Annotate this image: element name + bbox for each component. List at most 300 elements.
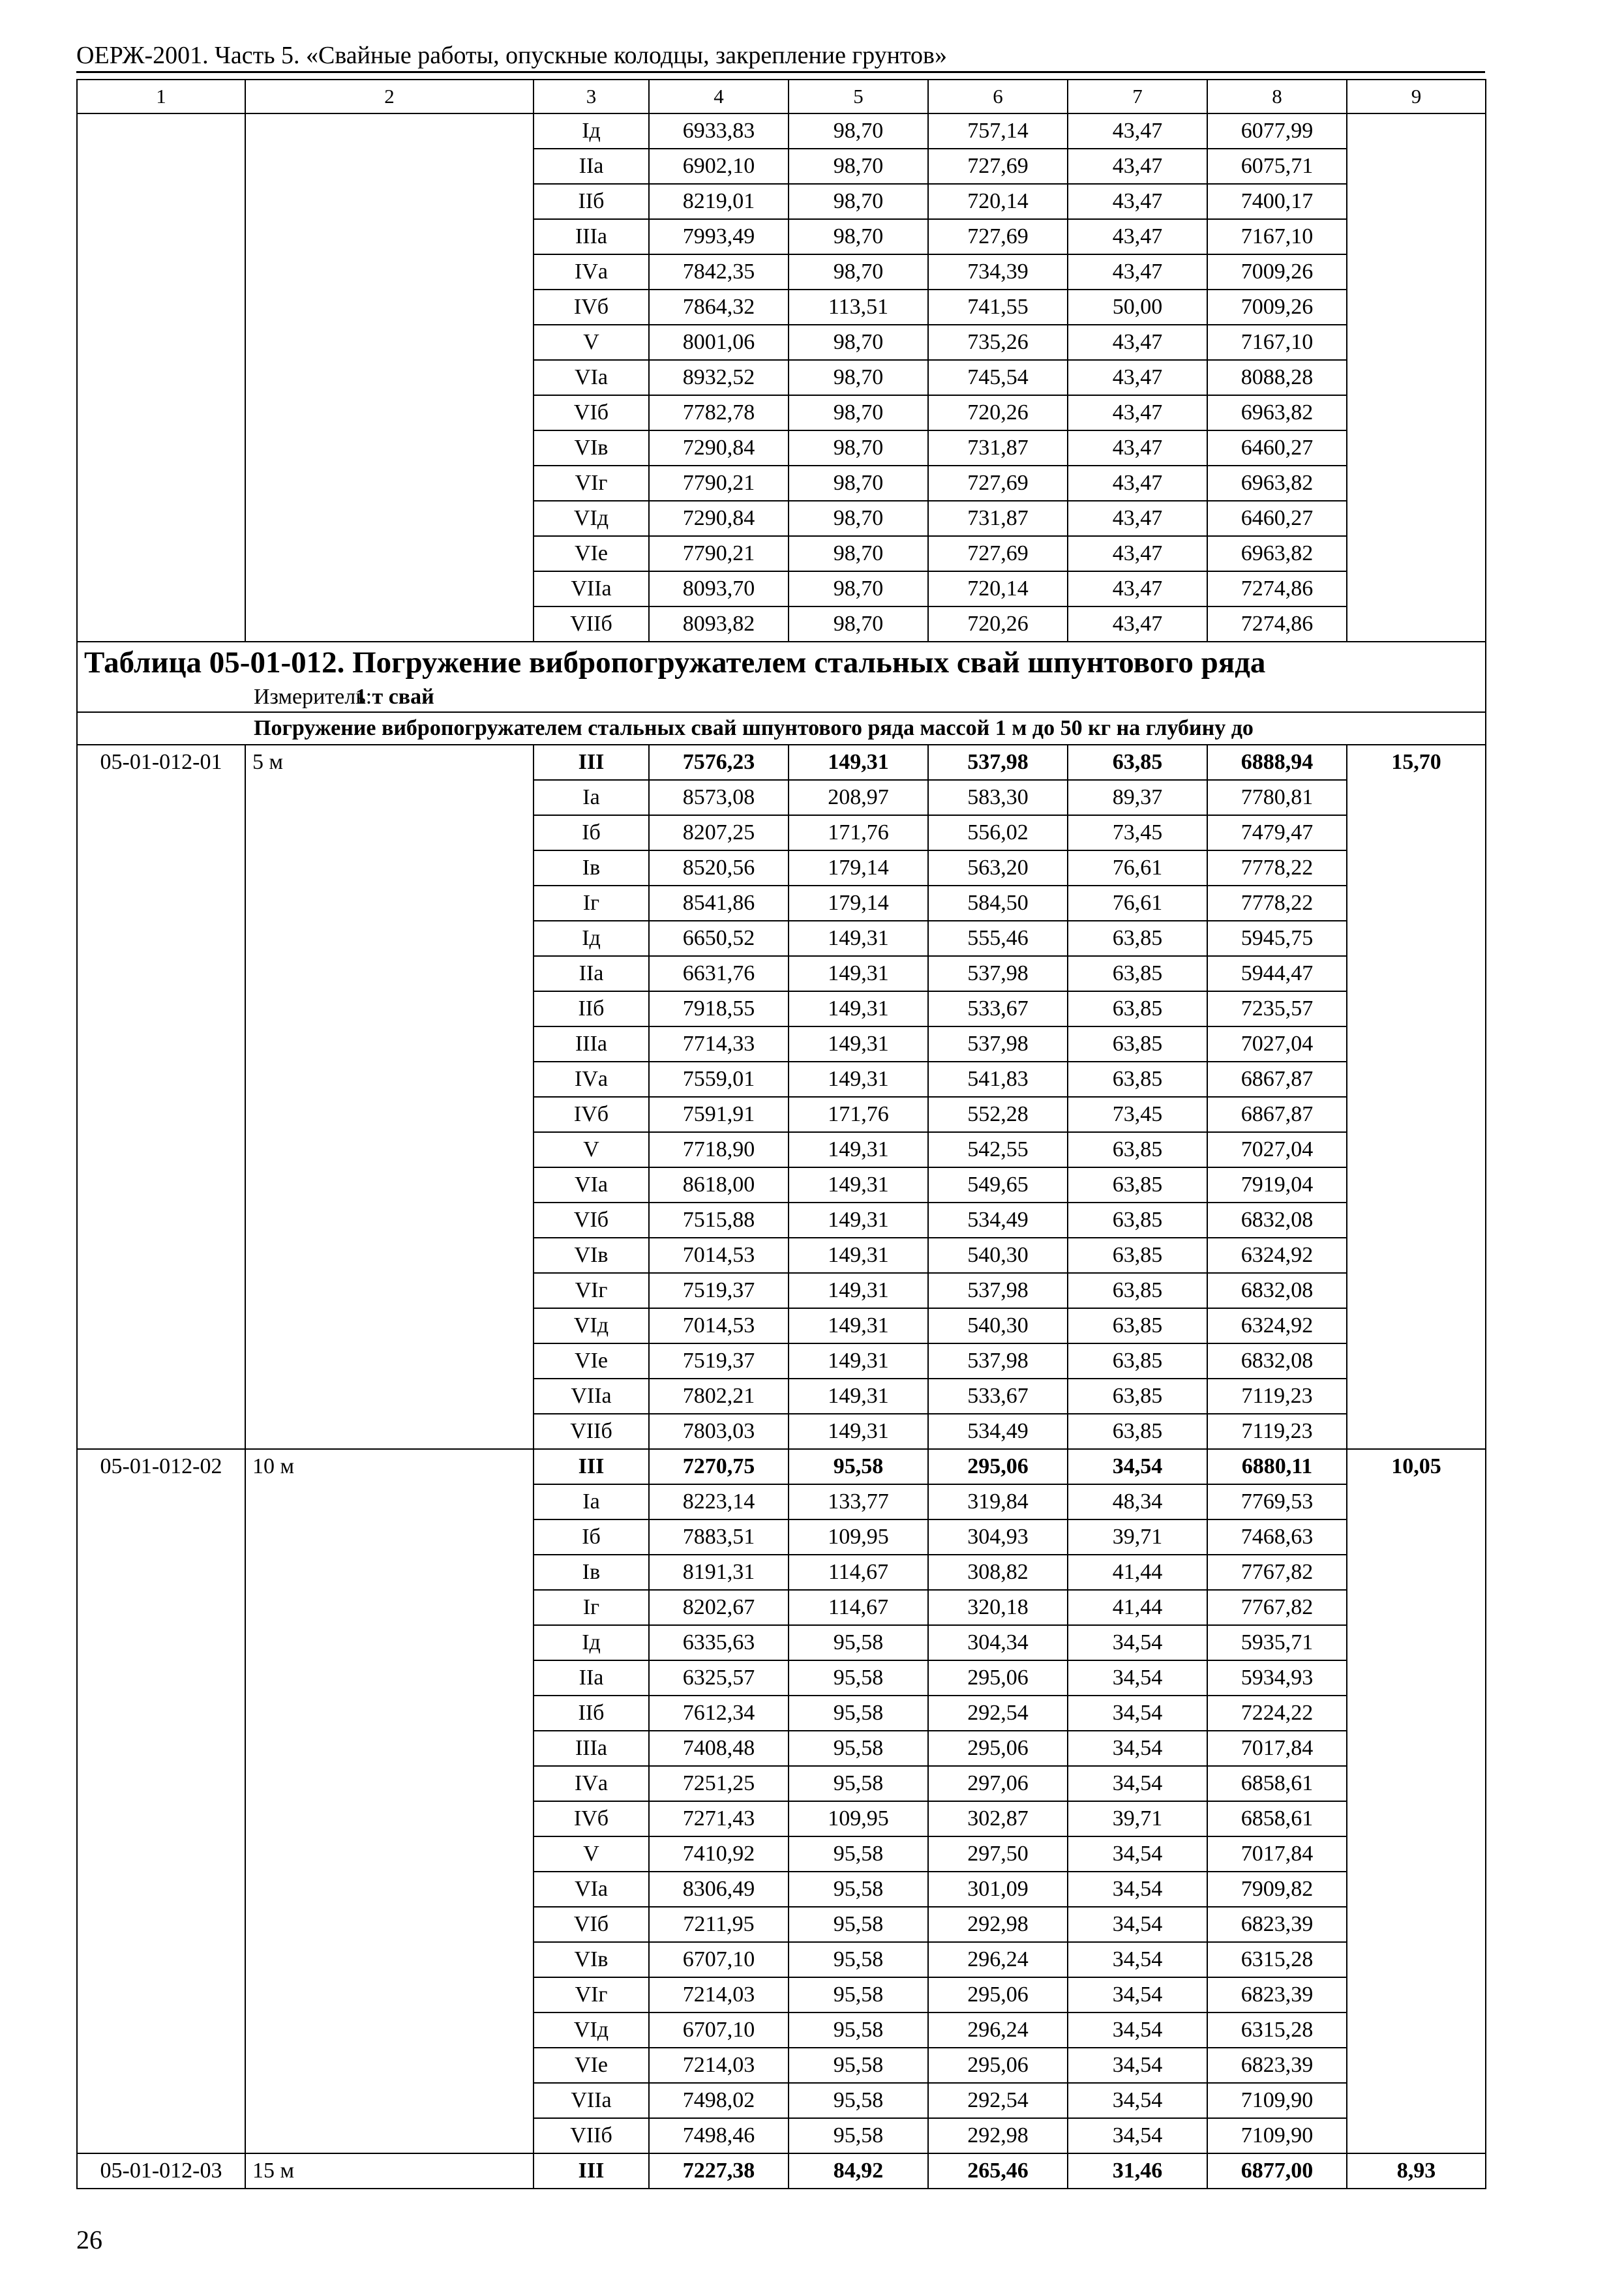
value-cell: 63,85 <box>1068 956 1207 991</box>
column-number-row <box>77 80 1486 113</box>
value-cell: 6707,10 <box>649 1942 789 1977</box>
value-cell: 95,58 <box>789 2118 928 2153</box>
value-cell: 7767,82 <box>1207 1555 1347 1590</box>
zone-cell: IVб <box>534 1801 649 1836</box>
value-cell: 7270,75 <box>649 1449 789 1484</box>
column-number: 5 <box>789 80 928 113</box>
value-cell: 6933,83 <box>649 113 789 149</box>
value-cell: 95,58 <box>789 1766 928 1801</box>
value-cell: 39,71 <box>1068 1519 1207 1555</box>
value-cell: 43,47 <box>1068 430 1207 466</box>
value-cell: 720,14 <box>928 184 1068 219</box>
zone-cell: V <box>534 1132 649 1167</box>
value-cell: 98,70 <box>789 254 928 290</box>
value-cell: 149,31 <box>789 1167 928 1203</box>
value-cell: 43,47 <box>1068 325 1207 360</box>
value-cell: 98,70 <box>789 606 928 642</box>
value-cell: 292,98 <box>928 2118 1068 2153</box>
value-cell: 265,46 <box>928 2153 1068 2189</box>
value-cell: 6077,99 <box>1207 113 1347 149</box>
value-cell: 208,97 <box>789 780 928 815</box>
value-cell: 7167,10 <box>1207 325 1347 360</box>
value-cell: 149,31 <box>789 1026 928 1062</box>
value-cell: 43,47 <box>1068 149 1207 184</box>
blank-cell <box>245 113 534 642</box>
zone-cell: Iд <box>534 1625 649 1660</box>
zone-cell: III <box>534 1449 649 1484</box>
value-cell: 34,54 <box>1068 1660 1207 1696</box>
table-title: Таблица 05-01-012. Погружение вибропогружателем стальных свай шпунтового ряда <box>77 642 1486 683</box>
value-cell: 98,70 <box>789 113 928 149</box>
value-cell: 113,51 <box>789 290 928 325</box>
value-cell: 7227,38 <box>649 2153 789 2189</box>
labor-cell: 8,93 <box>1347 2153 1486 2189</box>
value-cell: 39,71 <box>1068 1801 1207 1836</box>
value-cell: 8932,52 <box>649 360 789 395</box>
value-cell: 7780,81 <box>1207 780 1347 815</box>
value-cell: 6324,92 <box>1207 1238 1347 1273</box>
value-cell: 540,30 <box>928 1238 1068 1273</box>
value-cell: 63,85 <box>1068 991 1207 1026</box>
value-cell: 41,44 <box>1068 1555 1207 1590</box>
value-cell: 63,85 <box>1068 921 1207 956</box>
unit-row <box>77 683 1486 712</box>
value-cell: 584,50 <box>928 886 1068 921</box>
value-cell: 95,58 <box>789 1625 928 1660</box>
zone-cell: IVб <box>534 1097 649 1132</box>
value-cell: 7251,25 <box>649 1766 789 1801</box>
table-row <box>77 1449 1486 1484</box>
value-cell: 8306,49 <box>649 1872 789 1907</box>
value-cell: 76,61 <box>1068 850 1207 886</box>
value-cell: 149,31 <box>789 1062 928 1097</box>
value-cell: 731,87 <box>928 430 1068 466</box>
table-title-row <box>77 642 1486 683</box>
value-cell: 34,54 <box>1068 1449 1207 1484</box>
value-cell: 95,58 <box>789 1907 928 1942</box>
value-cell: 63,85 <box>1068 1062 1207 1097</box>
value-cell: 63,85 <box>1068 1343 1207 1379</box>
value-cell: 735,26 <box>928 325 1068 360</box>
value-cell: 7714,33 <box>649 1026 789 1062</box>
value-cell: 6963,82 <box>1207 395 1347 430</box>
zone-cell: Iб <box>534 1519 649 1555</box>
value-cell: 6631,76 <box>649 956 789 991</box>
column-number: 2 <box>245 80 534 113</box>
value-cell: 6823,39 <box>1207 1977 1347 2012</box>
zone-cell: VIг <box>534 1977 649 2012</box>
column-number: 9 <box>1347 80 1486 113</box>
value-cell: 304,34 <box>928 1625 1068 1660</box>
value-cell: 304,93 <box>928 1519 1068 1555</box>
zone-cell: VIе <box>534 536 649 571</box>
value-cell: 7576,23 <box>649 745 789 780</box>
value-cell: 7027,04 <box>1207 1132 1347 1167</box>
value-cell: 7790,21 <box>649 536 789 571</box>
value-cell: 95,58 <box>789 1696 928 1731</box>
value-cell: 296,24 <box>928 1942 1068 1977</box>
price-table <box>76 79 1486 2189</box>
value-cell: 95,58 <box>789 1449 928 1484</box>
value-cell: 7224,22 <box>1207 1696 1347 1731</box>
value-cell: 95,58 <box>789 1942 928 1977</box>
value-cell: 757,14 <box>928 113 1068 149</box>
value-cell: 63,85 <box>1068 1308 1207 1343</box>
value-cell: 7803,03 <box>649 1414 789 1449</box>
value-cell: 6460,27 <box>1207 430 1347 466</box>
subtitle-row <box>77 712 1486 745</box>
column-number: 7 <box>1068 80 1207 113</box>
value-cell: 6877,00 <box>1207 2153 1347 2189</box>
value-cell: 296,24 <box>928 2012 1068 2048</box>
value-cell: 149,31 <box>789 1308 928 1343</box>
value-cell: 297,50 <box>928 1836 1068 1872</box>
table-row <box>77 745 1486 780</box>
value-cell: 6858,61 <box>1207 1766 1347 1801</box>
zone-cell: VIа <box>534 360 649 395</box>
value-cell: 7290,84 <box>649 501 789 536</box>
zone-cell: VIд <box>534 501 649 536</box>
value-cell: 43,47 <box>1068 113 1207 149</box>
value-cell: 95,58 <box>789 2083 928 2118</box>
value-cell: 8093,82 <box>649 606 789 642</box>
value-cell: 727,69 <box>928 219 1068 254</box>
value-cell: 31,46 <box>1068 2153 1207 2189</box>
value-cell: 133,77 <box>789 1484 928 1519</box>
zone-cell: VIе <box>534 1343 649 1379</box>
zone-cell: IVа <box>534 1062 649 1097</box>
value-cell: 583,30 <box>928 780 1068 815</box>
value-cell: 295,06 <box>928 1449 1068 1484</box>
value-cell: 7274,86 <box>1207 571 1347 606</box>
value-cell: 95,58 <box>789 1977 928 2012</box>
value-cell: 7271,43 <box>649 1801 789 1836</box>
zone-cell: IIIа <box>534 1026 649 1062</box>
value-cell: 6963,82 <box>1207 466 1347 501</box>
value-cell: 34,54 <box>1068 1942 1207 1977</box>
value-cell: 542,55 <box>928 1132 1068 1167</box>
value-cell: 7918,55 <box>649 991 789 1026</box>
value-cell: 533,67 <box>928 991 1068 1026</box>
value-cell: 537,98 <box>928 1343 1068 1379</box>
value-cell: 6075,71 <box>1207 149 1347 184</box>
zone-cell: IIа <box>534 149 649 184</box>
value-cell: 741,55 <box>928 290 1068 325</box>
value-cell: 308,82 <box>928 1555 1068 1590</box>
value-cell: 7468,63 <box>1207 1519 1347 1555</box>
value-cell: 549,65 <box>928 1167 1068 1203</box>
value-cell: 292,54 <box>928 2083 1068 2118</box>
value-cell: 149,31 <box>789 1132 928 1167</box>
value-cell: 745,54 <box>928 360 1068 395</box>
value-cell: 5934,93 <box>1207 1660 1347 1696</box>
value-cell: 73,45 <box>1068 815 1207 850</box>
value-cell: 98,70 <box>789 219 928 254</box>
zone-cell: VIIб <box>534 606 649 642</box>
value-cell: 48,34 <box>1068 1484 1207 1519</box>
description-cell: 10 м <box>245 1449 534 2153</box>
value-cell: 98,70 <box>789 430 928 466</box>
value-cell: 301,09 <box>928 1872 1068 1907</box>
value-cell: 98,70 <box>789 149 928 184</box>
value-cell: 7017,84 <box>1207 1836 1347 1872</box>
value-cell: 149,31 <box>789 921 928 956</box>
zone-cell: Iг <box>534 1590 649 1625</box>
value-cell: 179,14 <box>789 886 928 921</box>
value-cell: 295,06 <box>928 1660 1068 1696</box>
value-cell: 292,54 <box>928 1696 1068 1731</box>
value-cell: 7109,90 <box>1207 2118 1347 2153</box>
value-cell: 7167,10 <box>1207 219 1347 254</box>
value-cell: 6832,08 <box>1207 1203 1347 1238</box>
zone-cell: VIв <box>534 1942 649 1977</box>
value-cell: 7014,53 <box>649 1308 789 1343</box>
zone-cell: IVб <box>534 290 649 325</box>
value-cell: 63,85 <box>1068 1238 1207 1273</box>
zone-cell: VIг <box>534 466 649 501</box>
zone-cell: VIб <box>534 1203 649 1238</box>
value-cell: 7211,95 <box>649 1907 789 1942</box>
price-table-body <box>77 80 1486 2189</box>
value-cell: 7009,26 <box>1207 254 1347 290</box>
blank-cell <box>77 113 245 642</box>
value-cell: 720,14 <box>928 571 1068 606</box>
value-cell: 98,70 <box>789 466 928 501</box>
value-cell: 5944,47 <box>1207 956 1347 991</box>
value-cell: 149,31 <box>789 1379 928 1414</box>
table-row <box>77 113 1486 149</box>
value-cell: 731,87 <box>928 501 1068 536</box>
value-cell: 7612,34 <box>649 1696 789 1731</box>
value-cell: 63,85 <box>1068 1203 1207 1238</box>
zone-cell: V <box>534 325 649 360</box>
zone-cell: VIд <box>534 2012 649 2048</box>
zone-cell: Iв <box>534 850 649 886</box>
value-cell: 5945,75 <box>1207 921 1347 956</box>
value-cell: 43,47 <box>1068 501 1207 536</box>
value-cell: 95,58 <box>789 1660 928 1696</box>
value-cell: 89,37 <box>1068 780 1207 815</box>
zone-cell: IIа <box>534 956 649 991</box>
value-cell: 534,49 <box>928 1414 1068 1449</box>
value-cell: 7591,91 <box>649 1097 789 1132</box>
zone-cell: VIб <box>534 395 649 430</box>
zone-cell: IIа <box>534 1660 649 1696</box>
value-cell: 556,02 <box>928 815 1068 850</box>
value-cell: 7290,84 <box>649 430 789 466</box>
code-cell: 05-01-012-02 <box>77 1449 245 2153</box>
value-cell: 6315,28 <box>1207 1942 1347 1977</box>
zone-cell: VIд <box>534 1308 649 1343</box>
value-cell: 50,00 <box>1068 290 1207 325</box>
value-cell: 8093,70 <box>649 571 789 606</box>
zone-cell: VIа <box>534 1167 649 1203</box>
zone-cell: Iв <box>534 1555 649 1590</box>
value-cell: 727,69 <box>928 466 1068 501</box>
value-cell: 149,31 <box>789 991 928 1026</box>
value-cell: 73,45 <box>1068 1097 1207 1132</box>
value-cell: 63,85 <box>1068 1379 1207 1414</box>
value-cell: 63,85 <box>1068 1167 1207 1203</box>
value-cell: 8001,06 <box>649 325 789 360</box>
zone-cell: IIIа <box>534 219 649 254</box>
value-cell: 8573,08 <box>649 780 789 815</box>
code-cell: 05-01-012-01 <box>77 745 245 1449</box>
value-cell: 5935,71 <box>1207 1625 1347 1660</box>
value-cell: 7014,53 <box>649 1238 789 1273</box>
value-cell: 533,67 <box>928 1379 1068 1414</box>
value-cell: 63,85 <box>1068 745 1207 780</box>
value-cell: 76,61 <box>1068 886 1207 921</box>
value-cell: 7778,22 <box>1207 850 1347 886</box>
value-cell: 6888,94 <box>1207 745 1347 780</box>
zone-cell: Iа <box>534 780 649 815</box>
value-cell: 34,54 <box>1068 2048 1207 2083</box>
value-cell: 7559,01 <box>649 1062 789 1097</box>
value-cell: 34,54 <box>1068 2083 1207 2118</box>
zone-cell: VIIа <box>534 2083 649 2118</box>
value-cell: 114,67 <box>789 1590 928 1625</box>
zone-cell: VIа <box>534 1872 649 1907</box>
value-cell: 34,54 <box>1068 1731 1207 1766</box>
value-cell: 63,85 <box>1068 1026 1207 1062</box>
value-cell: 8520,56 <box>649 850 789 886</box>
value-cell: 7408,48 <box>649 1731 789 1766</box>
value-cell: 6963,82 <box>1207 536 1347 571</box>
value-cell: 43,47 <box>1068 466 1207 501</box>
value-cell: 720,26 <box>928 395 1068 430</box>
value-cell: 43,47 <box>1068 219 1207 254</box>
value-cell: 6460,27 <box>1207 501 1347 536</box>
value-cell: 295,06 <box>928 2048 1068 2083</box>
zone-cell: VIв <box>534 1238 649 1273</box>
value-cell: 43,47 <box>1068 184 1207 219</box>
value-cell: 534,49 <box>928 1203 1068 1238</box>
zone-cell: V <box>534 1836 649 1872</box>
zone-cell: Iд <box>534 921 649 956</box>
value-cell: 114,67 <box>789 1555 928 1590</box>
value-cell: 720,26 <box>928 606 1068 642</box>
value-cell: 541,83 <box>928 1062 1068 1097</box>
value-cell: 7498,02 <box>649 2083 789 2118</box>
zone-cell: Iд <box>534 113 649 149</box>
zone-cell: VIIб <box>534 1414 649 1449</box>
value-cell: 7519,37 <box>649 1273 789 1308</box>
zone-cell: IIб <box>534 991 649 1026</box>
value-cell: 7109,90 <box>1207 2083 1347 2118</box>
value-cell: 7017,84 <box>1207 1731 1347 1766</box>
value-cell: 6832,08 <box>1207 1343 1347 1379</box>
description-cell: 15 м <box>245 2153 534 2189</box>
value-cell: 7400,17 <box>1207 184 1347 219</box>
value-cell: 6823,39 <box>1207 1907 1347 1942</box>
value-cell: 7778,22 <box>1207 886 1347 921</box>
zone-cell: VIб <box>534 1907 649 1942</box>
table-subtitle: Погружение вибропогружателем стальных свай шпунтового ряда массой 1 м до 50 кг на глубину до <box>77 712 1486 745</box>
value-cell: 7498,46 <box>649 2118 789 2153</box>
value-cell: 41,44 <box>1068 1590 1207 1625</box>
blank-cell <box>1347 113 1486 642</box>
value-cell: 7009,26 <box>1207 290 1347 325</box>
value-cell: 34,54 <box>1068 2012 1207 2048</box>
value-cell: 6880,11 <box>1207 1449 1347 1484</box>
value-cell: 63,85 <box>1068 1414 1207 1449</box>
value-cell: 552,28 <box>928 1097 1068 1132</box>
zone-cell: IVа <box>534 254 649 290</box>
value-cell: 43,47 <box>1068 254 1207 290</box>
value-cell: 171,76 <box>789 815 928 850</box>
value-cell: 8219,01 <box>649 184 789 219</box>
zone-cell: IVа <box>534 1766 649 1801</box>
value-cell: 540,30 <box>928 1308 1068 1343</box>
value-cell: 7214,03 <box>649 2048 789 2083</box>
value-cell: 7909,82 <box>1207 1872 1347 1907</box>
zone-cell: III <box>534 745 649 780</box>
value-cell: 109,95 <box>789 1519 928 1555</box>
value-cell: 319,84 <box>928 1484 1068 1519</box>
page-number: 26 <box>76 2225 102 2254</box>
value-cell: 7864,32 <box>649 290 789 325</box>
value-cell: 6324,92 <box>1207 1308 1347 1343</box>
value-cell: 95,58 <box>789 1872 928 1907</box>
unit-cell <box>77 683 1486 712</box>
value-cell: 149,31 <box>789 1238 928 1273</box>
value-cell: 98,70 <box>789 325 928 360</box>
zone-cell: Iб <box>534 815 649 850</box>
value-cell: 7718,90 <box>649 1132 789 1167</box>
value-cell: 6832,08 <box>1207 1273 1347 1308</box>
value-cell: 8223,14 <box>649 1484 789 1519</box>
value-cell: 149,31 <box>789 1414 928 1449</box>
value-cell: 149,31 <box>789 1343 928 1379</box>
running-header: ОЕРЖ-2001. Часть 5. «Свайные работы, опускные колодцы, закрепление грунтов» <box>76 42 947 69</box>
value-cell: 8541,86 <box>649 886 789 921</box>
value-cell: 34,54 <box>1068 2118 1207 2153</box>
value-cell: 7519,37 <box>649 1343 789 1379</box>
value-cell: 34,54 <box>1068 1872 1207 1907</box>
value-cell: 43,47 <box>1068 571 1207 606</box>
zone-cell: Iа <box>534 1484 649 1519</box>
value-cell: 7119,23 <box>1207 1379 1347 1414</box>
value-cell: 6823,39 <box>1207 2048 1347 2083</box>
value-cell: 149,31 <box>789 745 928 780</box>
value-cell: 7119,23 <box>1207 1414 1347 1449</box>
zone-cell: VIIб <box>534 2118 649 2153</box>
unit-label: Измеритель: <box>254 685 372 709</box>
labor-cell: 15,70 <box>1347 745 1486 1449</box>
value-cell: 149,31 <box>789 1203 928 1238</box>
value-cell: 34,54 <box>1068 1907 1207 1942</box>
value-cell: 43,47 <box>1068 360 1207 395</box>
value-cell: 98,70 <box>789 184 928 219</box>
zone-cell: Iг <box>534 886 649 921</box>
table-row <box>77 2153 1486 2189</box>
value-cell: 7479,47 <box>1207 815 1347 850</box>
value-cell: 8207,25 <box>649 815 789 850</box>
value-cell: 555,46 <box>928 921 1068 956</box>
value-cell: 6867,87 <box>1207 1097 1347 1132</box>
value-cell: 43,47 <box>1068 395 1207 430</box>
value-cell: 7782,78 <box>649 395 789 430</box>
value-cell: 6335,63 <box>649 1625 789 1660</box>
value-cell: 320,18 <box>928 1590 1068 1625</box>
value-cell: 43,47 <box>1068 536 1207 571</box>
value-cell: 98,70 <box>789 501 928 536</box>
value-cell: 6707,10 <box>649 2012 789 2048</box>
value-cell: 43,47 <box>1068 606 1207 642</box>
value-cell: 7919,04 <box>1207 1167 1347 1203</box>
value-cell: 537,98 <box>928 1273 1068 1308</box>
